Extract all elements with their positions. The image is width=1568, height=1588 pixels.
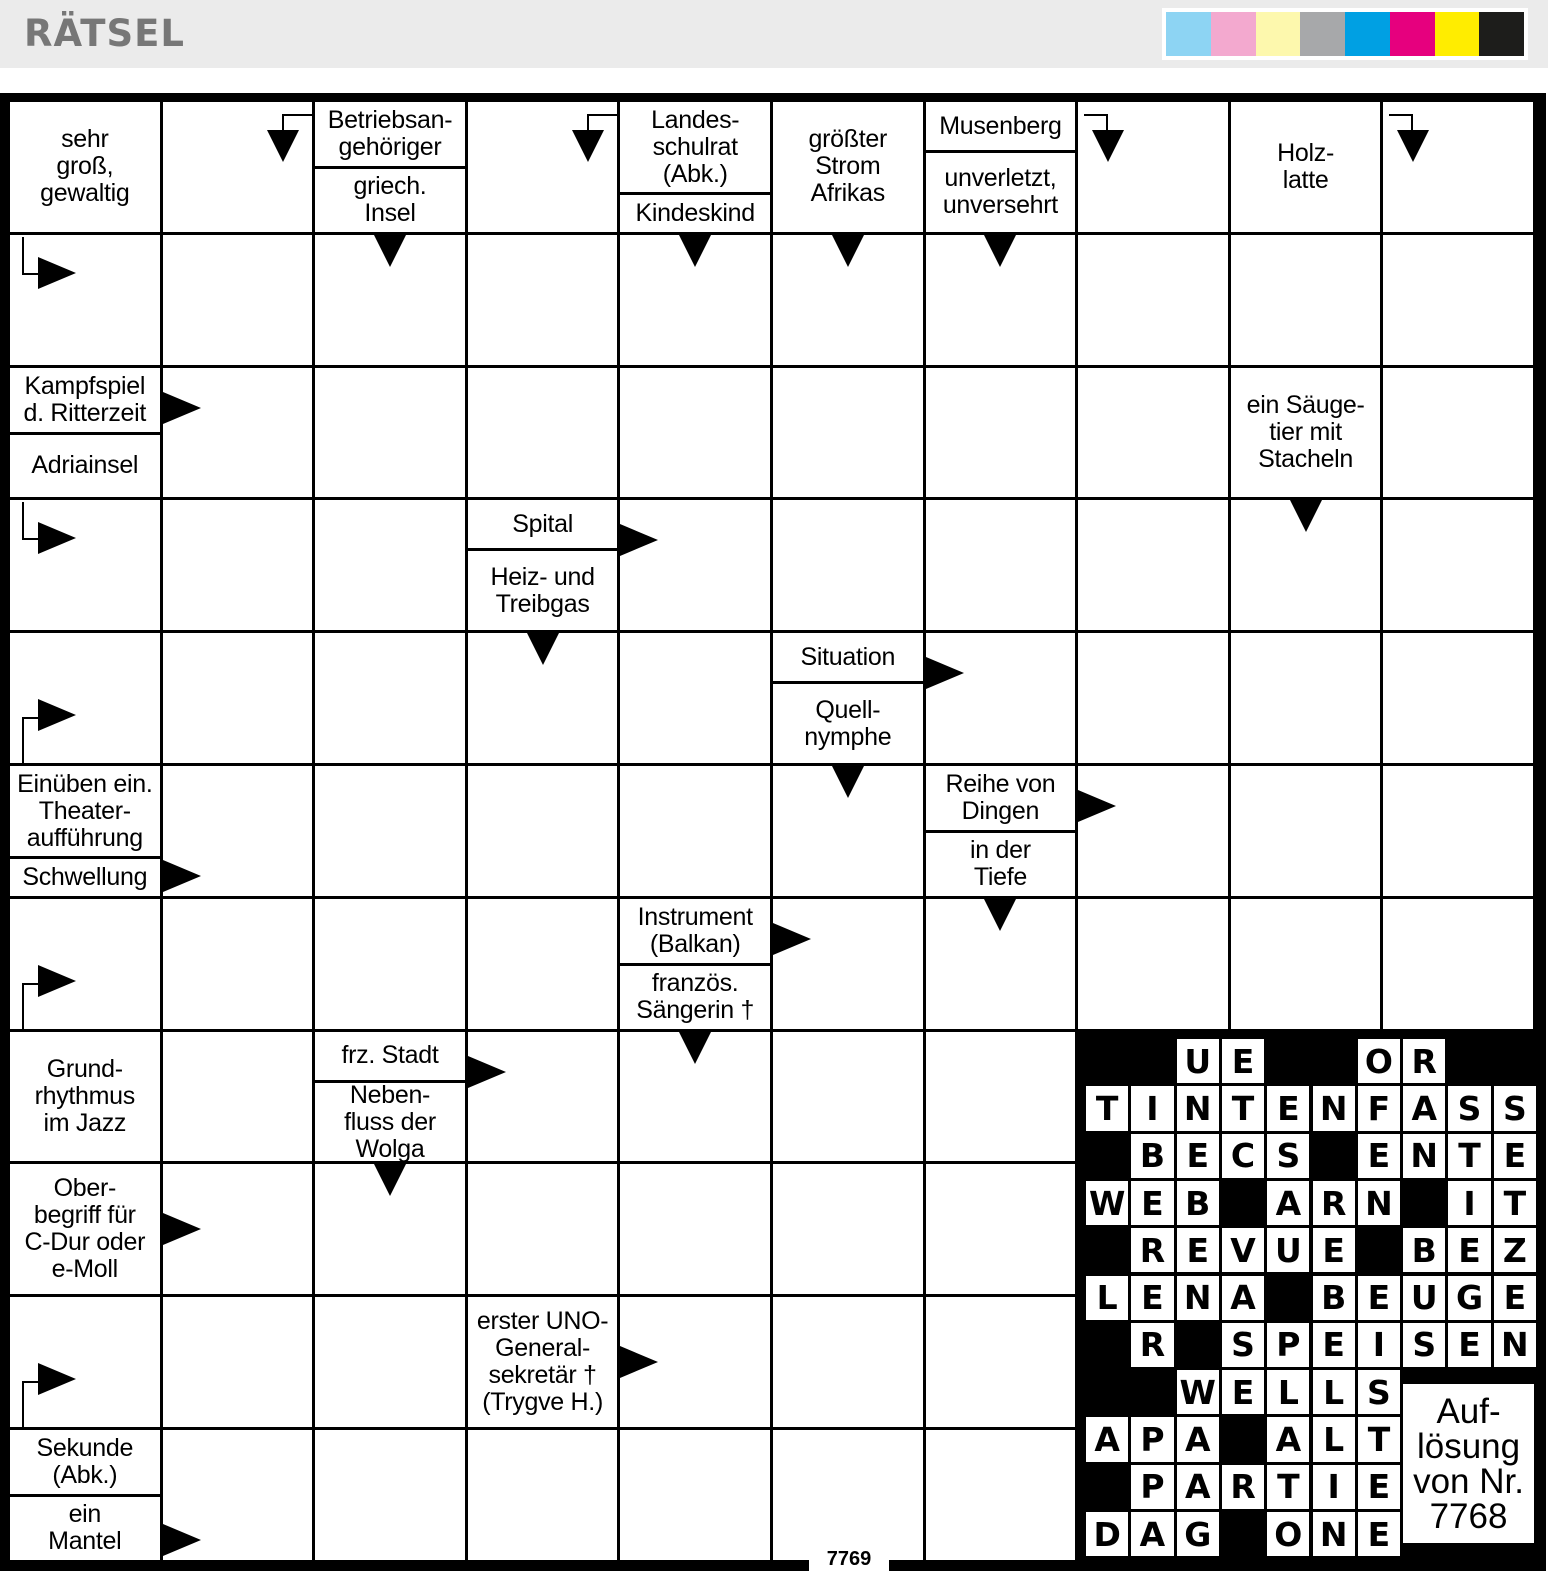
arrow-down-icon [984, 899, 1016, 931]
answer-cell[interactable] [1078, 500, 1228, 630]
color-swatch [1211, 12, 1256, 56]
solution-letter: A [1267, 1181, 1309, 1225]
arrow-down-icon [679, 1032, 711, 1064]
answer-cell[interactable] [1383, 633, 1533, 763]
arrow-right-icon [1078, 790, 1116, 822]
solution-letter: E [1358, 1465, 1400, 1509]
solution-letter: W [1177, 1370, 1219, 1414]
answer-cell[interactable] [1383, 766, 1533, 896]
solution-letter: A [1267, 1417, 1309, 1461]
solution-letter: R [1131, 1323, 1173, 1367]
answer-cell[interactable] [163, 633, 313, 763]
answer-cell[interactable] [773, 899, 923, 1029]
arrow-right-icon [773, 923, 811, 955]
arrow-right-icon [163, 1213, 201, 1245]
clue-cell: Betriebsan- gehöriger [315, 102, 465, 166]
arrow-right-icon [163, 860, 201, 892]
clue-cell: Kampfspiel d. Ritterzeit [10, 368, 160, 432]
solution-letter: N [1177, 1276, 1219, 1320]
answer-cell[interactable] [1383, 500, 1533, 630]
clue-cell: griech. Insel [315, 169, 465, 232]
solution-letter: P [1267, 1323, 1309, 1367]
answer-cell[interactable] [315, 899, 465, 1029]
arrow-down-icon [984, 235, 1016, 267]
color-swatch [1479, 12, 1524, 56]
clue-cell: Schwellung [10, 859, 160, 896]
arrow-right-icon [163, 1524, 201, 1556]
answer-cell[interactable] [1383, 368, 1533, 498]
clue-cell: Kindeskind [620, 195, 770, 232]
color-swatch [1256, 12, 1301, 56]
solution-letter: N [1403, 1134, 1445, 1178]
solution-letter: B [1177, 1181, 1219, 1225]
arrow-down-icon [572, 130, 604, 162]
solution-letter: S [1358, 1370, 1400, 1414]
solution-letter: T [1267, 1465, 1309, 1509]
arrow-down-icon [832, 766, 864, 798]
clue-cell: Ober- begriff für C-Dur oder e-Moll [10, 1164, 160, 1294]
solution-letter: E [1494, 1134, 1536, 1178]
solution-letter: E [1131, 1181, 1173, 1225]
solution-letter: V [1222, 1228, 1264, 1272]
color-calibration-bar [1162, 8, 1528, 60]
clue-cell: Grund- rhythmus im Jazz [10, 1032, 160, 1162]
arrow-right-icon [620, 1346, 658, 1378]
answer-cell[interactable] [1078, 368, 1228, 498]
clue-cell: Reihe von Dingen [926, 766, 1076, 830]
answer-cell[interactable] [315, 633, 465, 763]
solution-letter: T [1086, 1086, 1128, 1130]
clue-cell: sehr groß, gewaltig [10, 102, 160, 232]
answer-cell[interactable] [1231, 766, 1381, 896]
answer-cell[interactable] [620, 766, 770, 896]
clue-cell: frz. Stadt [315, 1032, 465, 1080]
answer-cell[interactable] [1231, 899, 1381, 1029]
answer-cell[interactable] [620, 633, 770, 763]
clue-cell: Instrument (Balkan) [620, 899, 770, 963]
answer-cell[interactable] [773, 1164, 923, 1294]
solution-letter: E [1267, 1086, 1309, 1130]
arrow-right-icon [38, 965, 76, 997]
clue-cell: erster UNO- General- sekretär † (Trygve H.) [468, 1297, 618, 1427]
solution-letter: I [1358, 1323, 1400, 1367]
solution-letter: S [1267, 1134, 1309, 1178]
solution-letter: E [1358, 1134, 1400, 1178]
solution-letter: D [1086, 1512, 1128, 1556]
clue-cell: Landes- schulrat (Abk.) [620, 102, 770, 192]
solution-letter: R [1313, 1181, 1355, 1225]
solution-letter: W [1086, 1181, 1128, 1225]
arrow-right-icon [38, 257, 76, 289]
solution-letter: U [1403, 1276, 1445, 1320]
clue-cell: Holz- latte [1231, 102, 1381, 232]
arrow-right-icon [38, 522, 76, 554]
solution-letter: E [1313, 1323, 1355, 1367]
clue-cell: Musenberg [926, 102, 1076, 150]
arrow-down-icon [832, 235, 864, 267]
answer-cell[interactable] [1383, 235, 1533, 365]
answer-cell[interactable] [315, 500, 465, 630]
arrow-right-icon [38, 1363, 76, 1395]
clue-cell: größter Strom Afrikas [773, 102, 923, 232]
arrow-down-icon [1092, 130, 1124, 162]
answer-cell[interactable] [468, 1032, 618, 1162]
solution-letter: O [1267, 1512, 1309, 1556]
solution-letter: N [1313, 1512, 1355, 1556]
answer-cell[interactable] [926, 633, 1076, 763]
clue-cell: Einüben ein. Theater- aufführung [10, 766, 160, 856]
answer-cell[interactable] [1231, 633, 1381, 763]
solution-grid [1080, 1031, 1536, 1571]
solution-letter: R [1222, 1465, 1264, 1509]
clue-cell: Quell- nymphe [773, 684, 923, 763]
clue-cell: unverletzt, unversehrt [926, 153, 1076, 232]
solution-letter: A [1403, 1086, 1445, 1130]
arrow-right-icon [620, 524, 658, 556]
solution-letter: G [1177, 1512, 1219, 1556]
arrow-down-icon [1290, 500, 1322, 532]
solution-letter: N [1494, 1323, 1536, 1367]
solution-letter: S [1448, 1086, 1490, 1130]
solution-letter: N [1358, 1181, 1400, 1225]
answer-cell[interactable] [163, 235, 313, 365]
arrow-right-icon [163, 392, 201, 424]
answer-cell[interactable] [163, 1032, 313, 1162]
answer-cell[interactable] [468, 1164, 618, 1294]
solution-letter: E [1313, 1228, 1355, 1272]
answer-cell[interactable] [620, 1430, 770, 1560]
solution-letter: B [1313, 1276, 1355, 1320]
solution-letter: E [1494, 1276, 1536, 1320]
answer-cell[interactable] [773, 1297, 923, 1427]
answer-cell[interactable] [926, 1164, 1076, 1294]
arrow-down-icon [267, 130, 299, 162]
answer-cell[interactable] [468, 899, 618, 1029]
answer-cell[interactable] [1383, 899, 1533, 1029]
solution-letter: E [1448, 1228, 1490, 1272]
puzzle-number: 7769 [809, 1544, 889, 1572]
clue-cell: ein Mantel [10, 1497, 160, 1560]
answer-cell[interactable] [1078, 235, 1228, 365]
page-header [0, 0, 1548, 68]
answer-cell[interactable] [315, 1297, 465, 1427]
solution-letter: I [1448, 1181, 1490, 1225]
answer-cell[interactable] [926, 368, 1076, 498]
solution-letter: A [1177, 1465, 1219, 1509]
solution-letter: O [1358, 1039, 1400, 1083]
answer-cell[interactable] [926, 500, 1076, 630]
arrow-right-icon [926, 657, 964, 689]
solution-letter: L [1313, 1417, 1355, 1461]
clue-cell: Adriainsel [10, 435, 160, 498]
answer-cell[interactable] [163, 500, 313, 630]
solution-letter: F [1358, 1086, 1400, 1130]
solution-letter: L [1313, 1370, 1355, 1414]
solution-letter: R [1403, 1039, 1445, 1083]
clue-cell: Sekunde (Abk.) [10, 1430, 160, 1494]
arrow-right-icon [468, 1056, 506, 1088]
answer-cell[interactable] [468, 1430, 618, 1560]
solution-label: Auf- lösung von Nr. 7768 [1403, 1384, 1534, 1543]
clue-cell: Neben- fluss der Wolga [315, 1083, 465, 1162]
answer-cell[interactable] [926, 1430, 1076, 1560]
solution-letter: E [1177, 1228, 1219, 1272]
arrow-right-icon [38, 699, 76, 731]
solution-letter: G [1448, 1276, 1490, 1320]
clue-cell: in der Tiefe [926, 833, 1076, 896]
solution-letter: E [1358, 1276, 1400, 1320]
solution-letter: L [1267, 1370, 1309, 1414]
color-swatch [1435, 12, 1480, 56]
solution-letter: U [1267, 1228, 1309, 1272]
clue-cell: Heiz- und Treibgas [468, 551, 618, 630]
arrow-down-icon [679, 235, 711, 267]
solution-letter: B [1131, 1134, 1173, 1178]
answer-cell[interactable] [1231, 235, 1381, 365]
solution-letter: P [1131, 1417, 1173, 1461]
color-swatch [1166, 12, 1211, 56]
solution-letter: N [1177, 1086, 1219, 1130]
solution-letter: E [1222, 1039, 1264, 1083]
solution-letter: T [1494, 1181, 1536, 1225]
solution-letter: E [1448, 1323, 1490, 1367]
answer-cell[interactable] [620, 1164, 770, 1294]
clue-cell: Situation [773, 633, 923, 681]
solution-letter: E [1222, 1370, 1264, 1414]
answer-cell[interactable] [926, 1032, 1076, 1162]
solution-letter: Z [1494, 1228, 1536, 1272]
solution-letter: A [1222, 1276, 1264, 1320]
solution-letter: T [1448, 1134, 1490, 1178]
color-swatch [1345, 12, 1390, 56]
solution-letter: E [1177, 1134, 1219, 1178]
solution-letter: A [1177, 1417, 1219, 1461]
answer-cell[interactable] [163, 368, 313, 498]
solution-letter: U [1177, 1039, 1219, 1083]
arrow-down-icon [527, 633, 559, 665]
arrow-down-icon [374, 1164, 406, 1196]
answer-cell[interactable] [1078, 899, 1228, 1029]
arrow-down-icon [374, 235, 406, 267]
answer-cell[interactable] [620, 500, 770, 630]
color-swatch [1300, 12, 1345, 56]
solution-letter: E [1131, 1276, 1173, 1320]
solution-letter: T [1222, 1086, 1264, 1130]
solution-letter: A [1086, 1417, 1128, 1461]
answer-cell[interactable] [773, 1430, 923, 1560]
solution-letter: S [1403, 1323, 1445, 1367]
solution-letter: I [1131, 1086, 1173, 1130]
arrow-down-icon [1397, 130, 1429, 162]
solution-letter: P [1131, 1465, 1173, 1509]
answer-cell[interactable] [315, 766, 465, 896]
clue-cell: ein Säuge- tier mit Stacheln [1231, 368, 1381, 498]
answer-cell[interactable] [926, 1297, 1076, 1427]
solution-letter: A [1131, 1512, 1173, 1556]
answer-cell[interactable] [315, 368, 465, 498]
page-title: RÄTSEL [24, 12, 185, 55]
solution-letter: L [1086, 1276, 1128, 1320]
solution-letter: C [1222, 1134, 1264, 1178]
answer-cell[interactable] [163, 1297, 313, 1427]
solution-letter: R [1131, 1228, 1173, 1272]
answer-cell[interactable] [773, 1032, 923, 1162]
clue-cell: französ. Sängerin † [620, 966, 770, 1029]
answer-cell[interactable] [773, 368, 923, 498]
answer-cell[interactable] [1078, 633, 1228, 763]
color-swatch [1390, 12, 1435, 56]
solution-letter: N [1313, 1086, 1355, 1130]
solution-letter: E [1358, 1512, 1400, 1556]
answer-cell[interactable] [315, 1430, 465, 1560]
solution-letter: S [1494, 1086, 1536, 1130]
solution-letter: B [1403, 1228, 1445, 1272]
answer-cell[interactable] [620, 368, 770, 498]
answer-cell[interactable] [163, 899, 313, 1029]
answer-cell[interactable] [1078, 766, 1228, 896]
answer-cell[interactable] [773, 500, 923, 630]
solution-letter: T [1358, 1417, 1400, 1461]
solution-letter: S [1222, 1323, 1264, 1367]
answer-cell[interactable] [468, 766, 618, 896]
clue-cell: Spital [468, 500, 618, 548]
solution-letter: I [1313, 1465, 1355, 1509]
answer-cell[interactable] [468, 368, 618, 498]
answer-cell[interactable] [468, 235, 618, 365]
